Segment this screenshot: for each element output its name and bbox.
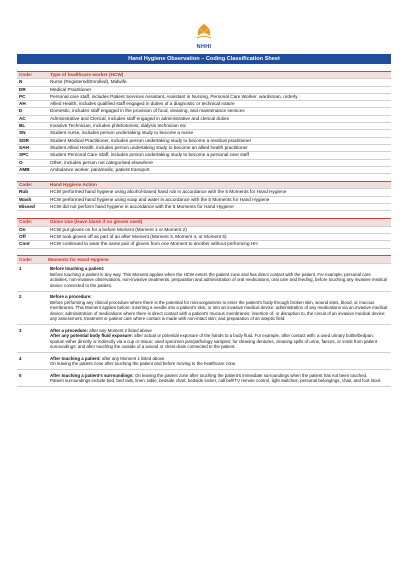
moment-title: Before a procedure: xyxy=(50,294,92,300)
hcw-code: PC xyxy=(19,93,26,99)
hcw-row xyxy=(17,167,391,174)
hcw-code: SAH xyxy=(19,144,29,150)
gloves-header-desc: Glove Use (leave blank if no gloves used) xyxy=(50,219,143,225)
hcw-code: O xyxy=(19,159,23,165)
gloves-desc: HCW took gloves off as part of an after Moment (Moment 3, Moment 4, or Moment 5) xyxy=(50,233,227,239)
hcw-desc: Medical Practitioner xyxy=(50,86,92,92)
hcw-row xyxy=(17,101,391,108)
moments-header-desc: Moments for Hand Hygiene xyxy=(48,256,109,262)
hcw-header xyxy=(17,72,391,79)
hcw-code: AC xyxy=(19,115,26,121)
action-header-desc: Hand Hygiene Action xyxy=(50,182,97,188)
moment-title: Before touching a patient: xyxy=(50,266,105,272)
moment-row-3 xyxy=(17,325,391,353)
moment-text: Before performing any clinical procedure where there is the potential for microorganisms to enter the patient's body through broken skin, wound sites, blood, or mucous membranes. This Moment applies before: inserting a needle into a patient's skin, or into an invasive medical device; administration of any medications via an invasive medical device; administration of medications where there is direct contact with a patient's mucous membranes; insertion of, or disruption to, the circuit of an invasive medical device; any assessment, treatment or patient care where contact is made with non-intact skin; and preparation of an aseptic field. xyxy=(50,299,388,322)
hcw-desc: Other, includes person not categorised elsewhere xyxy=(50,159,153,165)
moment-text: Before touching a patient in any way. This Moment applies when the HCW enters the patient zone and has direct contact with the patient. For example, personal care activities, non-invasive observations, non-invasive treatments, preparation and administration of oral medications, oral care and feeding, before touching any invasive medical device connected to the patient. xyxy=(50,271,388,288)
gloves-header-code: Code: xyxy=(19,219,33,225)
gloves-row xyxy=(17,227,391,234)
hcw-desc: Student Personal Care Staff, includes person undertaking study to become a personal care staff xyxy=(50,152,249,158)
hcw-row xyxy=(17,94,391,101)
hcw-desc: Ambulance worker, paramedic, patient transport xyxy=(50,166,150,172)
gloves-code: Off xyxy=(19,233,26,239)
hcw-code: BL xyxy=(19,123,26,129)
action-desc: HCW performed hand hygiene using alcohol-based hand rub in accordance with the 5 Moments for Hand Hygiene xyxy=(50,189,287,195)
hcw-code: AMB xyxy=(19,166,30,172)
hcw-row xyxy=(17,160,391,167)
action-desc: HCW performed hand hygiene using soap and water in accordance with the 5 Moments for Hand Hygiene xyxy=(50,196,270,202)
moment-title: After a procedure: after any Moment 2 listed above xyxy=(50,327,152,333)
hcw-desc: Allied Health, includes qualified staff engaged in duties of a diagnostic or technical nature xyxy=(50,101,235,107)
hcw-desc: Student nurse, includes person undertaking study to become a nurse xyxy=(50,130,194,136)
logo-text: NHHI xyxy=(196,44,212,50)
hcw-row xyxy=(17,152,391,159)
gloves-code: On xyxy=(19,226,26,232)
hcw-desc: Domestic, includes staff engaged in the provision of food, cleaning, and maintenance services xyxy=(50,108,245,114)
hcw-code: SDR xyxy=(19,137,29,143)
gloves-desc: HCW put gloves on for a before Moment (Moment 1 or Moment 2) xyxy=(50,226,187,232)
moment-row-2 xyxy=(17,292,391,326)
moment-title: After touching a patient: after any Moment 1 listed above xyxy=(50,355,165,361)
hcw-desc: Personal care staff, includes Patient Services Assistant, Assistant in Nursing, Personal Care Worker, wardsman, orderly xyxy=(50,93,298,99)
moments-header-code: Code: xyxy=(19,256,33,262)
moment-text: On leaving the patient zone after touching the patient and before moving to the healthcare zone. xyxy=(50,361,237,367)
hcw-code: D xyxy=(19,108,23,114)
action-row xyxy=(17,197,391,204)
moment-text: After any potential body fluid exposure: after actual or potential exposure of the hands to a body fluid. For example, after contact with: a used urinary bottle/bedpan; sputum either directly or indirectly via a cup or tissue; used specimen jars/pathology samples; for cleaning dentures, cleaning spills of urine, faeces, or vomit from patient surroundings; and after touching the outside of a wound or chest drain connected to the patient. xyxy=(50,333,378,350)
moment-code: 4 xyxy=(19,355,22,361)
action-header xyxy=(17,182,391,189)
hcw-code: N xyxy=(19,79,23,85)
hcw-desc: Administrative and Clerical, includes staff engaged in administrative and clerical duties xyxy=(50,115,229,121)
hcw-row xyxy=(17,145,391,152)
hcw-header-code: Code: xyxy=(19,72,33,77)
gloves-desc: HCW continued to wear the same pair of gloves from one Moment to another without performing HH xyxy=(50,241,258,247)
moment-row-1 xyxy=(17,264,391,292)
action-row xyxy=(17,189,391,196)
gloves-code: Cont xyxy=(19,241,30,247)
hcw-code: SPC xyxy=(19,152,29,158)
action-section xyxy=(17,181,391,211)
hcw-code: SN xyxy=(19,130,26,136)
nhhi-logo-icon xyxy=(193,23,215,43)
hcw-row xyxy=(17,87,391,94)
hcw-row xyxy=(17,130,391,137)
hcw-row xyxy=(17,138,391,145)
moment-code: 3 xyxy=(19,327,22,333)
hcw-desc: Nurse (Registered/Enrolled), Midwife xyxy=(50,79,127,85)
hcw-section xyxy=(17,71,391,174)
action-row xyxy=(17,204,391,211)
hcw-row xyxy=(17,116,391,123)
moment-row-5 xyxy=(17,370,391,387)
page-title: Hand Hygiene Observation – Coding Classification Sheet xyxy=(17,54,391,64)
document-page xyxy=(17,8,391,387)
moment-row-4 xyxy=(17,353,391,370)
moments-header xyxy=(17,256,391,264)
action-header-code: Code: xyxy=(19,182,33,188)
action-code: Missed xyxy=(19,204,35,210)
gloves-row xyxy=(17,234,391,241)
action-code: Wash xyxy=(19,196,32,202)
moment-text: Patient surroundings include bed, bed rails, linen, table, bedside chart, bedside locker, call bell/TV remote control, light switches, personal belongings, chair, and foot stool. xyxy=(50,378,382,384)
hcw-code: AH xyxy=(19,101,26,107)
moment-code: 1 xyxy=(19,266,22,272)
hcw-row xyxy=(17,108,391,115)
moment-title: After touching a patient's surroundings: On leaving the patient zone after touching the patient's immediate surroundings when the patient has not been touched. xyxy=(50,372,368,378)
logo xyxy=(17,8,391,50)
gloves-section xyxy=(17,218,391,248)
hcw-desc: Student Medical Practitioner, includes person undertaking study to become a medical practitioner xyxy=(50,137,252,143)
moments-section xyxy=(17,255,391,388)
hcw-row xyxy=(17,79,391,86)
hcw-header-desc: Type of healthcare worker (HCW) xyxy=(50,72,124,77)
moment-code: 5 xyxy=(19,372,22,378)
hcw-code: DR xyxy=(19,86,26,92)
gloves-header xyxy=(17,219,391,226)
action-code: Rub xyxy=(19,189,29,195)
moment-code: 2 xyxy=(19,294,22,300)
hcw-desc: Invasive Technician, includes phlebotomist, dialysis technician etc xyxy=(50,123,187,129)
hcw-row xyxy=(17,123,391,130)
hcw-desc: Student Allied Health, includes person undertaking study to become an allied health practitioner xyxy=(50,144,248,150)
action-desc: HCW did not perform hand hygiene in accordance with the 5 Moments for Hand Hygiene xyxy=(50,204,234,210)
gloves-row xyxy=(17,241,391,248)
